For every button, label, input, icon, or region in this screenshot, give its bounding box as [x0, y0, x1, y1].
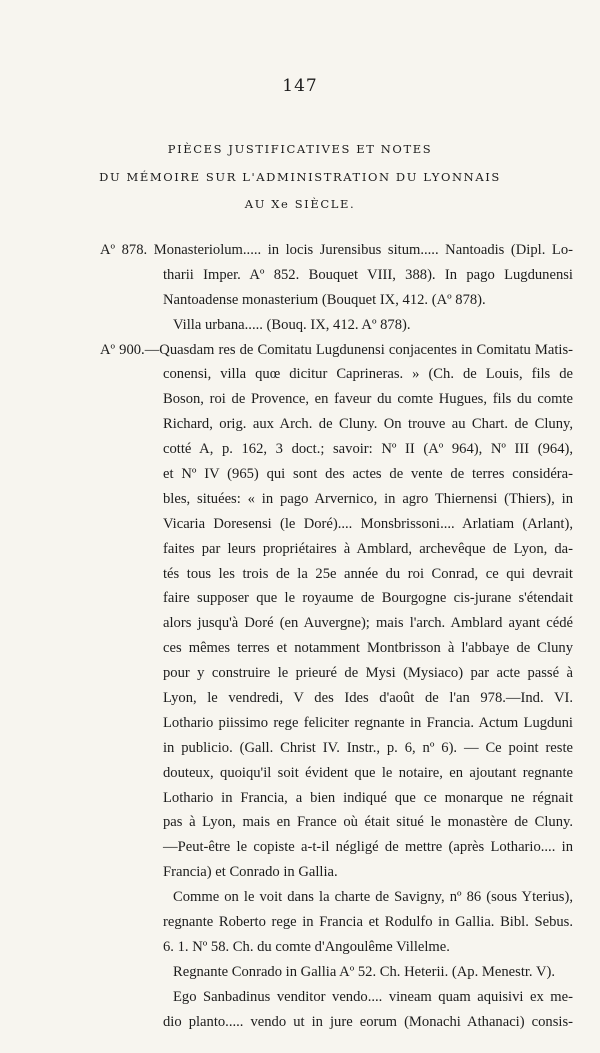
text-line: 6. 1. Nº 58. Ch. du comte d'Angoulême Villelme. [163, 938, 450, 955]
text-line: Vicaria Doresensi (le Doré).... Monsbrissoni.... Arlatiam (Arlant), [163, 515, 573, 532]
heading-line-2: DU MÉMOIRE SUR L'ADMINISTRATION DU LYONNAIS [99, 170, 501, 184]
text-line: bles, situées: « in pago Arvernico, in agro Thiernensi (Thiers), in [163, 490, 573, 507]
text-line: Aº 878. Monasteriolum..... in locis Jurensibus situm..... Nantoadis (Dipl. Lo- [100, 242, 573, 258]
text-line: alors jusqu'à Doré (en Auvergne); mais l'arch. Amblard ayant cédé [163, 615, 573, 632]
text-line: Villa urbana..... (Bouq. IX, 412. Aº 878). [173, 316, 411, 333]
text-line: dio planto..... vendo ut in jure eorum (Monachi Athanaci) consis- [163, 1013, 573, 1030]
text-line: tharii Imper. Aº 852. Bouquet VIII, 388). In pago Lugdunensi [163, 266, 573, 283]
text-line: Comme on le voit dans la charte de Savigny, nº 86 (sous Yterius), [173, 889, 573, 906]
text-line: Boson, roi de Provence, en faveur du comte Hugues, fils du comte [163, 391, 573, 408]
text-line: faire supposer que le royaume de Bourgogne cis-jurane s'étendait [163, 590, 573, 607]
text-line: —Peut-être le copiste a-t-il négligé de mettre (après Lothario.... in [163, 839, 573, 856]
page-number: 147 [282, 76, 318, 96]
text-line: pas à Lyon, mais en France où était situé le monastère de Cluny. [163, 814, 573, 831]
body-text [100, 238, 573, 1035]
text-line: Lyon, le vendredi, V des Ides d'août de l'an 978.—Ind. VI. [163, 690, 573, 707]
text-line: ces mêmes terres et notamment Montbrisson à l'abbaye de Cluny [163, 640, 573, 657]
text-line: cotté A, p. 162, 3 doct.; savoir: Nº II (Aº 964), Nº III (964), [163, 441, 573, 458]
heading-line-1: PIÈCES JUSTIFICATIVES ET NOTES [167, 142, 433, 156]
text-line: Nantoadense monasterium (Bouquet IX, 412. (Aº 878). [163, 291, 486, 308]
text-line: faites par leurs propriétaires à Amblard, archevêque de Lyon, da- [163, 540, 573, 557]
text-line: Lothario piissimo rege feliciter regnante in Francia. Actum Lugduni [163, 714, 573, 731]
text-line: Ego Sanbadinus venditor vendo.... vineam quam aquisivi ex me- [173, 988, 573, 1005]
text-line: regnante Roberto rege in Francia et Rodulfo in Gallia. Bibl. Sebus. [163, 914, 573, 931]
text-line: conensi, villa quœ dicitur Caprineras. » (Ch. de Louis, fils de [163, 366, 573, 383]
text-line: tés tous les trois de la 25e année du roi Conrad, ce qui devrait [163, 565, 573, 582]
heading-line-3: AU Xe SIÈCLE. [244, 197, 356, 211]
text-line: Francia) et Conrado in Gallia. [163, 864, 338, 881]
text-line: Regnante Conrado in Gallia Aº 52. Ch. Heterii. (Ap. Menestr. V). [173, 963, 556, 980]
text-line: et Nº IV (965) qui sont des actes de vente de terres considéra- [163, 466, 573, 483]
text-line: pour y construire le prieuré de Mysi (Mysiaco) par acte passé à [163, 665, 573, 682]
text-line: douteux, quoiqu'il soit évident que le notaire, en ajoutant regnante [163, 764, 573, 781]
text-line: Lothario in Francia, a bien indiqué que ce monarque ne régnait [163, 789, 573, 806]
text-line: Richard, orig. aux Arch. de Cluny. On trouve au Chart. de Cluny, [163, 416, 573, 433]
text-line: Aº 900.—Quasdam res de Comitatu Lugdunensi conjacentes in Comitatu Matis- [100, 341, 573, 358]
text-line: in publicio. (Gall. Christ IV. Instr., p. 6, nº 6). — Ce point reste [163, 739, 573, 756]
